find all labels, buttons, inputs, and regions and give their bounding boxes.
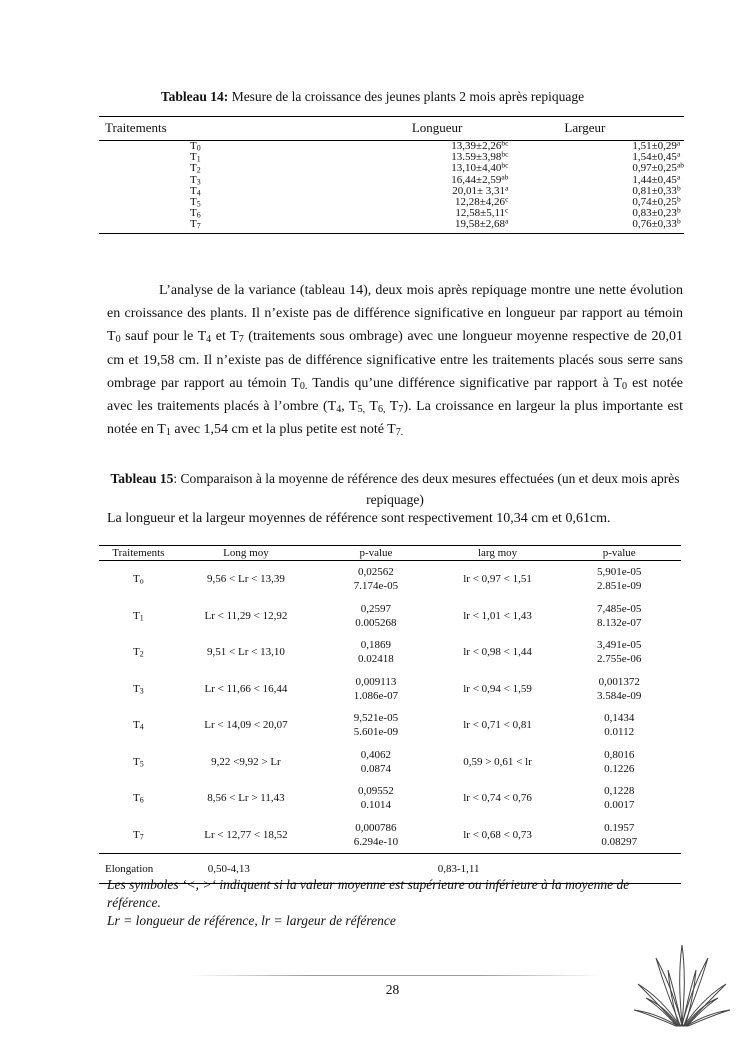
- table14-caption-label: Tableau 14:: [160, 89, 229, 104]
- treatment-cell: $T_6$: [133, 792, 144, 805]
- treatment-cell: $T_7$: [133, 828, 144, 842]
- table15-notes: [107, 876, 683, 930]
- larg-moy-cell: lr < 0,71 < 0,81: [463, 719, 532, 732]
- larg-moy-cell: lr < 0,74 < 0,76: [463, 792, 532, 805]
- long-moy-cell: 8,56 < Lr > 11,43: [207, 792, 285, 805]
- length-cell: 20,01± 3,31$^a$: [452, 183, 509, 197]
- table14-header-row: [99, 117, 684, 141]
- treatment-cell: $T_1$: [133, 609, 144, 623]
- larg-moy-cell: lr < 0,68 < 0,73: [463, 828, 532, 841]
- pvalue-long-cell: 0,009113 1.086e-07: [353, 675, 399, 702]
- agave-plant-icon: [632, 940, 732, 1030]
- note-symbols: Les symboles ‘<, >‘ indiquent si la valeur moyenne est supérieure ou inférieure à la moyenne de référence.: [107, 877, 630, 910]
- pvalue-long-cell: 0,1869 0.02418: [358, 639, 394, 666]
- table15-row: [99, 744, 681, 781]
- pvalue-larg-cell: 7,485e-05 8.132e-07: [597, 602, 642, 629]
- table14: [99, 116, 684, 234]
- width-cell: 0,74±0,25$^b$: [632, 194, 681, 209]
- table15-row: [99, 598, 681, 635]
- long-moy-cell: Lr < 11,66 < 16,44: [204, 682, 288, 695]
- table15-row: [99, 671, 681, 708]
- width-cell: 0,81±0,33$^b$: [632, 183, 681, 197]
- table14-caption: [0, 89, 745, 105]
- table14-row: [99, 197, 684, 208]
- width-cell: 0,97±0,25$^{ab}$: [632, 161, 684, 175]
- treatment-cell: $T_3$: [133, 682, 144, 696]
- table14-row: [99, 163, 684, 174]
- table14-row: [99, 219, 684, 233]
- table14-header-treatments: Traitements: [99, 117, 278, 141]
- treatment-cell: $T_0$: [190, 140, 201, 153]
- table15-header-pvalue-long: p-value: [314, 546, 438, 561]
- length-cell: 12,28±4,26$^c$: [455, 194, 509, 209]
- length-cell: 13,10±4,40$^{bc}$: [451, 161, 509, 175]
- footer-divider: [190, 975, 600, 976]
- pvalue-long-cell: 0,02562 7.174e-05: [353, 566, 399, 593]
- table14-header-width: Largeur: [508, 117, 684, 141]
- width-cell: 0,76±0,33$^b$: [508, 219, 684, 233]
- reference-values-text: La longueur et la largeur moyennes de référence sont respectivement 10,34 cm et 0,61cm.: [107, 511, 611, 526]
- length-cell: 13,39±2,26$^{bc}$: [451, 138, 509, 152]
- table15-caption-text: : Comparaison à la moyenne de référence des deux mesures effectuées (un et deux mois après repiquage): [173, 471, 680, 507]
- treatment-cell: $T_4$: [190, 184, 201, 198]
- treatment-cell: $T_1$: [190, 151, 201, 164]
- treatment-cell: $T_2$: [133, 646, 144, 659]
- table14-caption-text: Mesure de la croissance des jeunes plants 2 mois après repiquage: [228, 89, 585, 104]
- width-cell: 1,51±0,29$^a$: [632, 138, 681, 152]
- pvalue-long-cell: 0,4062 0.0874: [360, 748, 392, 775]
- table15-row: [99, 707, 681, 744]
- table14-row: [99, 141, 684, 153]
- length-cell: 12,58±5,11$^c$: [455, 205, 509, 220]
- pvalue-larg-cell: 5,901e-05 2.851e-09: [597, 566, 642, 593]
- table14-row: [99, 152, 684, 163]
- pvalue-larg-cell: 0,001372 3.584e-09: [597, 675, 642, 702]
- table15-caption-label: Tableau 15: [110, 471, 174, 486]
- elongation-long: 0,50-4,13: [178, 854, 314, 884]
- pvalue-larg-cell: 3,491e-05 2.755e-06: [597, 639, 642, 666]
- treatment-cell: $T_o$: [133, 573, 144, 586]
- long-moy-cell: Lr < 12,77 < 18,52: [204, 828, 288, 841]
- table14-header-length: Longueur: [278, 117, 508, 141]
- table14-row: [99, 208, 684, 219]
- pvalue-larg-cell: 0.1957 0.08297: [601, 821, 638, 848]
- pvalue-larg-cell: 0,8016 0.1226: [604, 748, 635, 775]
- length-cell: 19,58±2,68$^a$: [278, 219, 508, 233]
- pvalue-long-cell: 9,521e-05 5.601e-09: [353, 712, 399, 739]
- elongation-larg: 0,83-1,11: [438, 854, 558, 884]
- width-cell: 1,54±0,45$^a$: [632, 149, 681, 164]
- long-moy-cell: 9,51 < Lr < 13,10: [207, 646, 285, 659]
- table15-header-treatments: Traitements: [99, 546, 178, 561]
- table15-row: [99, 634, 681, 671]
- width-cell: 0,83±0,23$^b$: [632, 205, 681, 220]
- pvalue-long-cell: 0,2597 0.005268: [355, 602, 397, 629]
- table15-header-long-moy: Long moy: [178, 546, 314, 561]
- length-cell: 13.59±3,98$^{bc}$: [451, 149, 509, 164]
- table15-header-larg-moy: larg moy: [438, 546, 558, 561]
- long-moy-cell: Lr < 11,29 < 12,92: [204, 609, 288, 622]
- length-cell: 16,44±2,59$^{ab}$: [451, 172, 509, 186]
- pvalue-long-cell: 0,000786 6.294e-10: [353, 821, 399, 848]
- width-cell: 1,44±0,45$^a$: [632, 172, 681, 186]
- treatment-cell: $T_5$: [190, 196, 201, 209]
- pvalue-larg-cell: 0,1434 0.0112: [604, 712, 635, 739]
- table15: [99, 545, 681, 884]
- long-moy-cell: 9,22 <9,92 > Lr: [211, 755, 281, 768]
- treatment-cell: $T_6$: [190, 207, 201, 220]
- treatment-cell: $T_7$: [99, 219, 278, 233]
- pvalue-long-cell: 0,09552 0.1014: [358, 785, 394, 812]
- table14-row: [99, 186, 684, 197]
- table14-row: [99, 175, 684, 186]
- long-moy-cell: 9,56 < Lr < 13,39: [207, 573, 285, 586]
- larg-moy-cell: 0,59 > 0,61 < lr: [463, 755, 532, 768]
- table15-row: [99, 561, 681, 598]
- table15-header-row: [99, 546, 681, 561]
- larg-moy-cell: lr < 1,01 < 1,43: [463, 609, 532, 622]
- treatment-cell: $T_2$: [190, 162, 201, 175]
- larg-moy-cell: lr < 0,97 < 1,51: [463, 573, 532, 586]
- treatment-cell: $T_4$: [133, 719, 144, 732]
- treatment-cell: $T_5$: [133, 755, 144, 769]
- page-number: 28: [385, 982, 400, 997]
- table15-caption: [107, 468, 683, 510]
- table15-row: [99, 780, 681, 817]
- larg-moy-cell: lr < 0,94 < 1,59: [463, 682, 532, 695]
- table15-header-pvalue-larg: p-value: [557, 546, 681, 561]
- elongation-label: Elongation: [99, 854, 178, 884]
- larg-moy-cell: lr < 0,98 < 1,44: [463, 646, 532, 659]
- note-abbreviations: Lr = longueur de référence, lr = largeur de référence: [107, 913, 396, 928]
- table15-row: [99, 817, 681, 854]
- analysis-paragraph: L’analyse de la variance (tableau 14), deux mois après repiquage montre une nette évolution en croissance des plants. Il n’existe pas de différence significative en longueur par rapport au témoin $T_0$ sauf pour le $T_4$ et $T_7$ (traitements sous ombrage) avec une longueur moyenne respective de 20,01 cm et 19,58 cm. Il n’existe pas de différence significative entre les traitements placés sous serre sans ombrage par rapport au témoin $T_{0.}$ Tandis qu’une différence significative par rapport à $T_0$ est notée avec les traitements placés à l’ombre ($T_4$, $T_{5,}$ $T_{6,}$ $T_7$). La croissance en largeur la plus importante est notée en $T_1$ avec 1,54 cm et la plus petite est noté $T_{7.}$: [107, 283, 683, 439]
- long-moy-cell: Lr < 14,09 < 20,07: [204, 719, 288, 732]
- treatment-cell: $T_3$: [190, 173, 201, 187]
- pvalue-larg-cell: 0,1228 0.0017: [604, 785, 635, 812]
